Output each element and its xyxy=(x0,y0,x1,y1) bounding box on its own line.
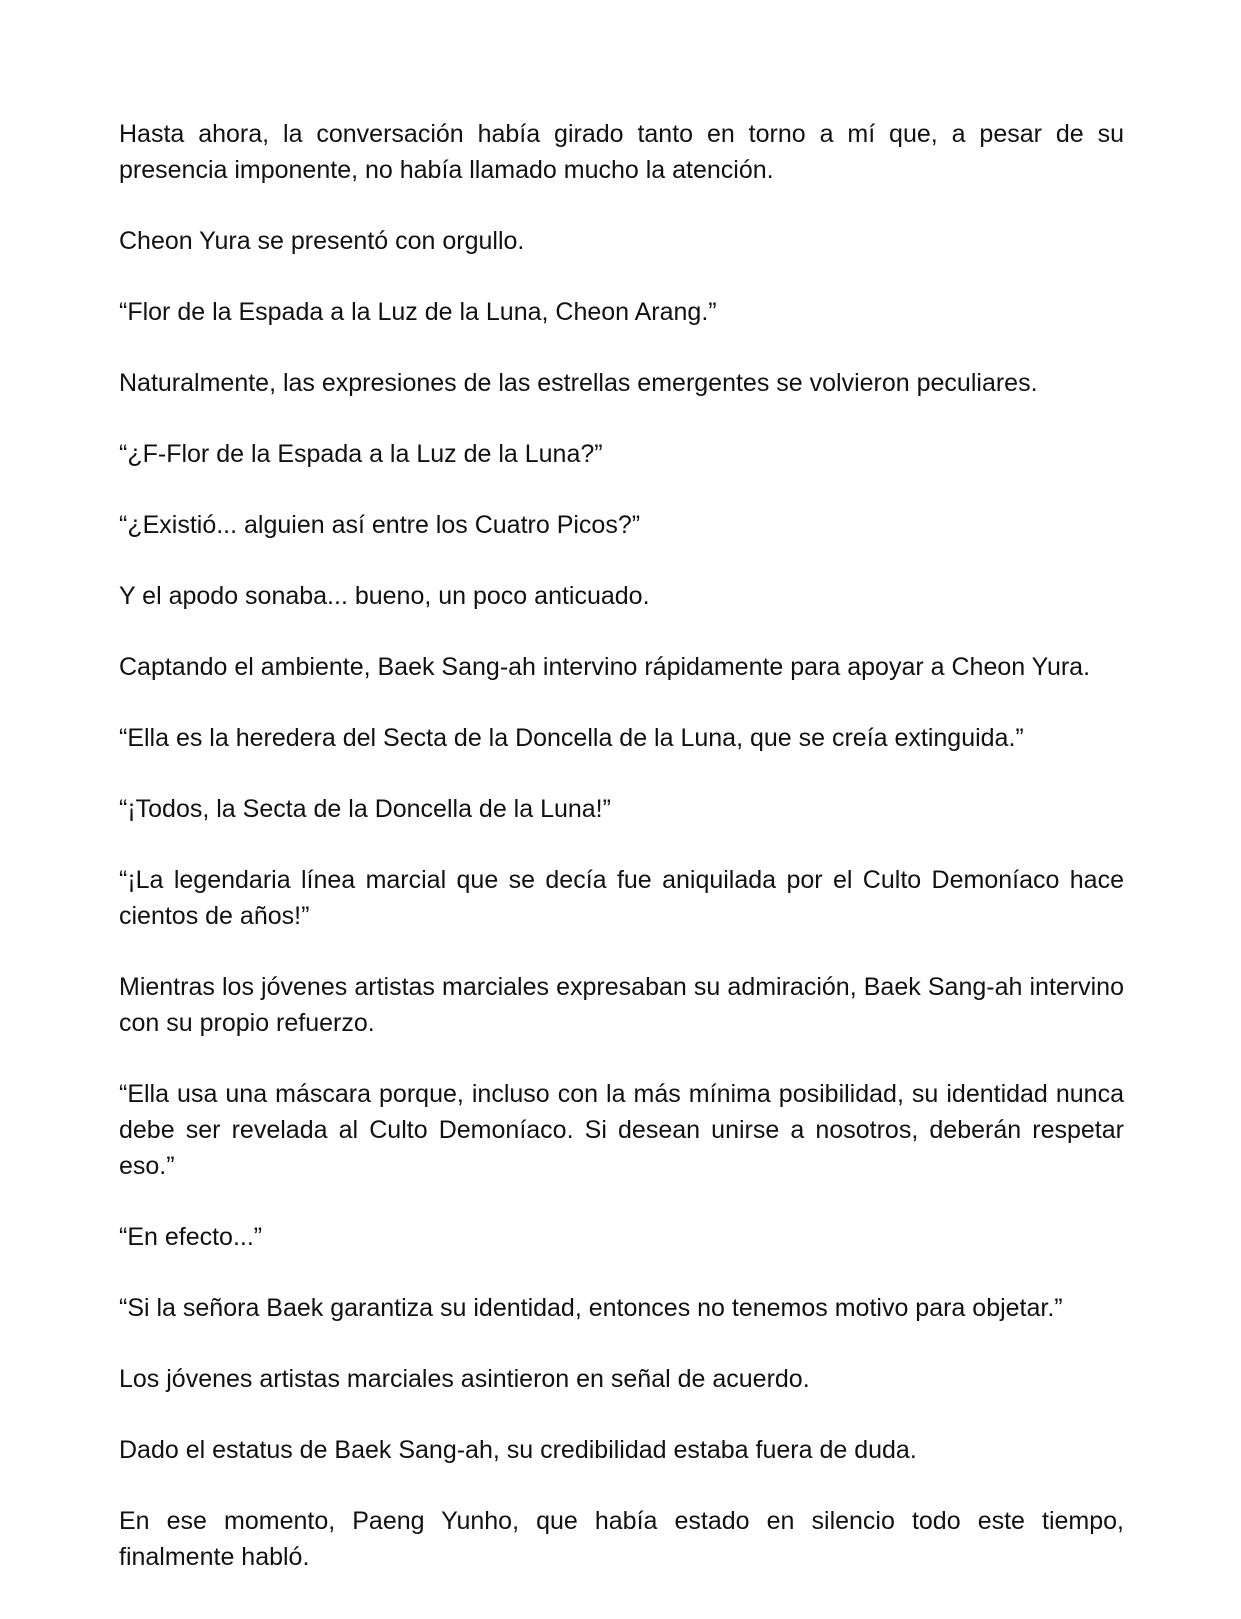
paragraph: “¿F-Flor de la Espada a la Luz de la Luna?” xyxy=(119,440,603,468)
paragraph: “Si la señora Baek garantiza su identidad, entonces no tenemos motivo para objetar.” xyxy=(119,1294,1063,1322)
document-body xyxy=(119,116,1124,1575)
paragraph: Cheon Yura se presentó con orgullo. xyxy=(119,227,525,255)
paragraph: “Flor de la Espada a la Luz de la Luna, Cheon Arang.” xyxy=(119,298,717,326)
paragraph: Naturalmente, las expresiones de las estrellas emergentes se volvieron peculiares. xyxy=(119,369,1038,397)
paragraph: Captando el ambiente, Baek Sang-ah intervino rápidamente para apoyar a Cheon Yura. xyxy=(119,653,1091,681)
paragraph: “Ella es la heredera del Secta de la Doncella de la Luna, que se creía extinguida.” xyxy=(119,724,1024,752)
paragraph: Mientras los jóvenes artistas marciales expresaban su admiración, Baek Sang-ah intervino con su propio refuerzo. xyxy=(119,973,1124,1037)
paragraph: “¿Existió... alguien así entre los Cuatro Picos?” xyxy=(119,511,641,539)
paragraph: “En efecto...” xyxy=(119,1223,263,1251)
paragraph: Y el apodo sonaba... bueno, un poco anticuado. xyxy=(119,582,650,610)
paragraph: Dado el estatus de Baek Sang-ah, su credibilidad estaba fuera de duda. xyxy=(119,1436,917,1464)
paragraph: Los jóvenes artistas marciales asintieron en señal de acuerdo. xyxy=(119,1365,810,1393)
paragraph: En ese momento, Paeng Yunho, que había estado en silencio todo este tiempo, finalmente habló. xyxy=(119,1507,1124,1571)
paragraph: Hasta ahora, la conversación había girado tanto en torno a mí que, a pesar de su presencia imponente, no había llamado mucho la atención. xyxy=(119,120,1124,184)
paragraph: “¡Todos, la Secta de la Doncella de la Luna!” xyxy=(119,795,611,823)
paragraph: “¡La legendaria línea marcial que se decía fue aniquilada por el Culto Demoníaco hace cientos de años!” xyxy=(119,866,1124,930)
paragraph: “Ella usa una máscara porque, incluso con la más mínima posibilidad, su identidad nunca debe ser revelada al Culto Demoníaco. Si desean unirse a nosotros, deberán respetar eso.” xyxy=(119,1080,1124,1180)
